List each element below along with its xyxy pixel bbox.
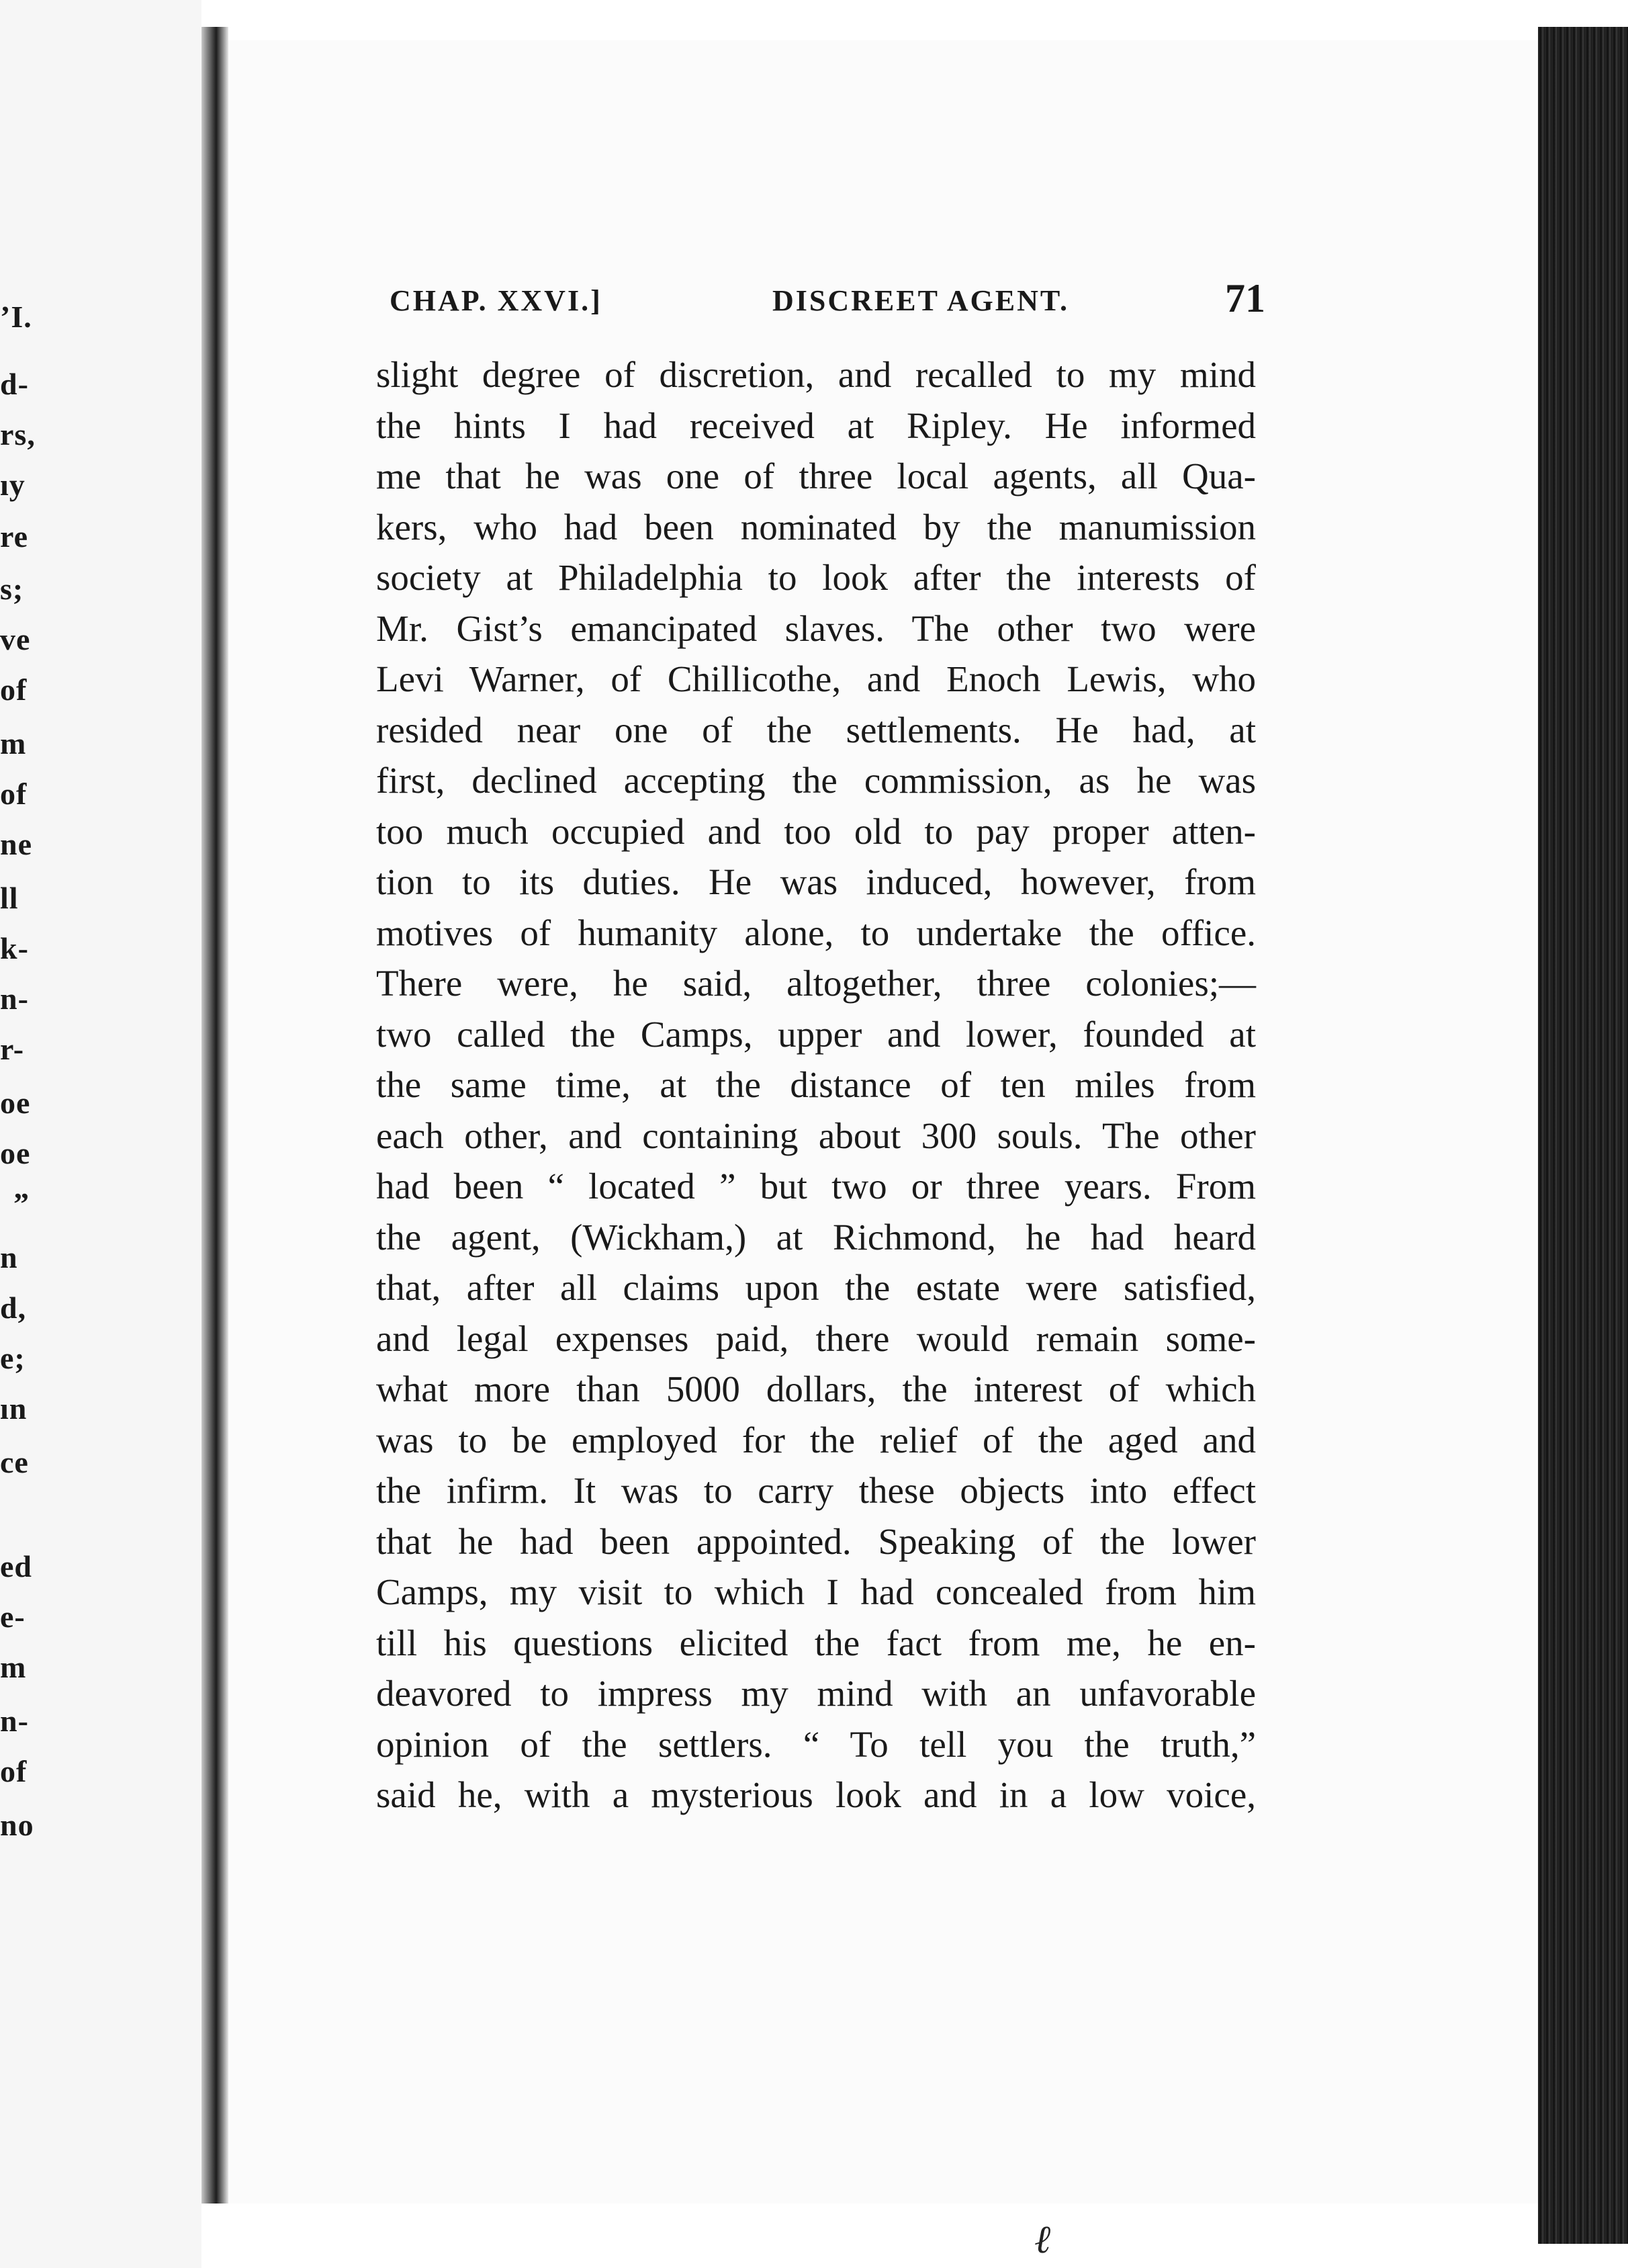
text-line: deavored to impress my mind with an unfavorable [376,1673,1256,1714]
left-page-fragment: d- [0,367,29,401]
text-line: till his questions elicited the fact from me, he en- [376,1622,1256,1663]
left-page-fragment: ” [13,1186,30,1221]
left-page-fragment: m [0,726,27,760]
text-line: what more than 5000 dollars, the interest of which [376,1368,1256,1409]
text-line: kers, who had been nominated by the manumission [376,506,1256,548]
text-line: the hints I had received at Ripley. He informed [376,404,1256,446]
left-page-fragment: ed [0,1549,32,1583]
text-line: first, declined accepting the commission, as he was [376,760,1256,801]
text-line: resided near one of the settlements. He had, at [376,709,1256,750]
left-page-fragment: re [0,519,29,554]
left-page-fragment: m [0,1650,27,1684]
text-line: motives of humanity alone, to undertake the office. [376,912,1256,953]
text-line: that, after all claims upon the estate were satisfied, [376,1267,1256,1308]
text-line: Levi Warner, of Chillicothe, and Enoch Lewis, who [376,658,1256,699]
left-page-fragment: of [0,777,28,811]
text-line: Camps, my visit to which I had concealed from him [376,1571,1256,1612]
text-line: There were, he said, altogether, three colonies;— [376,963,1256,1004]
text-line: too much occupied and too old to pay proper atten- [376,810,1256,852]
running-head-title: DISCREET AGENT. [772,284,1069,317]
text-line: each other, and containing about 300 souls. The other [376,1115,1256,1156]
text-line: slight degree of discretion, and recalled to my mind [376,354,1256,395]
text-line: that he had been appointed. Speaking of the lower [376,1520,1256,1562]
stray-mark: ℓ [1034,2218,1051,2261]
text-line: and legal expenses paid, there would remain some- [376,1317,1256,1359]
body-text [376,349,1256,1821]
left-page-fragment: ll [0,881,19,915]
left-page-fragment: ne [0,827,32,861]
left-page-fragment: ın [0,1391,28,1426]
left-page-fragment: e- [0,1600,26,1634]
running-head-chapter: CHAP. XXVI.] [390,284,602,317]
left-page-fragment: ʼI. [0,300,32,334]
text-line: the same time, at the distance of ten miles from [376,1064,1256,1105]
left-page-fragment: k- [0,931,29,965]
left-page-fragment: ıy [0,468,26,502]
left-page-fragment: oe [0,1086,31,1120]
left-page-fragment: of [0,672,28,707]
text-line: me that he was one of three local agents, all Qua- [376,455,1256,496]
left-page-fragment: d, [0,1291,27,1325]
left-page-fragment: ce [0,1445,29,1479]
bottom-margin [201,2204,1538,2268]
left-page-fragment: no [0,1808,34,1842]
text-line: had been “ located ” but two or three years. From [376,1166,1256,1207]
text-line: Mr. Gist’s emancipated slaves. The other two were [376,607,1256,649]
text-line: was to be employed for the relief of the aged and [376,1419,1256,1460]
left-page-fragment: of [0,1754,28,1788]
left-page [0,0,201,2268]
left-page-fragment: r- [0,1032,25,1066]
text-line: the infirm. It was to carry these objects into effect [376,1470,1256,1511]
left-page-fragment: ve [0,622,31,656]
text-line: society at Philadelphia to look after the interests of [376,557,1256,598]
left-page-fragment: s; [0,572,24,606]
left-page-fragment: oe [0,1136,31,1170]
left-page-fragment: rs, [0,417,36,451]
text-line: the agent, (Wickham,) at Richmond, he had heard [376,1216,1256,1258]
text-line: said he, with a mysterious look and in a low voice, [376,1774,1256,1815]
left-page-fragment: e; [0,1341,26,1375]
book-gutter [201,27,228,2230]
left-page-fragment: n- [0,982,29,1016]
page-edges [1538,27,1628,2244]
left-page-fragment: n- [0,1704,29,1738]
text-line: tion to its duties. He was induced, however, from [376,861,1256,902]
page-number: 71 [1225,276,1265,320]
left-page-fragment: n [0,1240,18,1274]
text-line: opinion of the settlers. “ To tell you the truth,” [376,1723,1256,1765]
running-header [390,275,1263,322]
text-line: two called the Camps, upper and lower, founded at [376,1013,1256,1055]
